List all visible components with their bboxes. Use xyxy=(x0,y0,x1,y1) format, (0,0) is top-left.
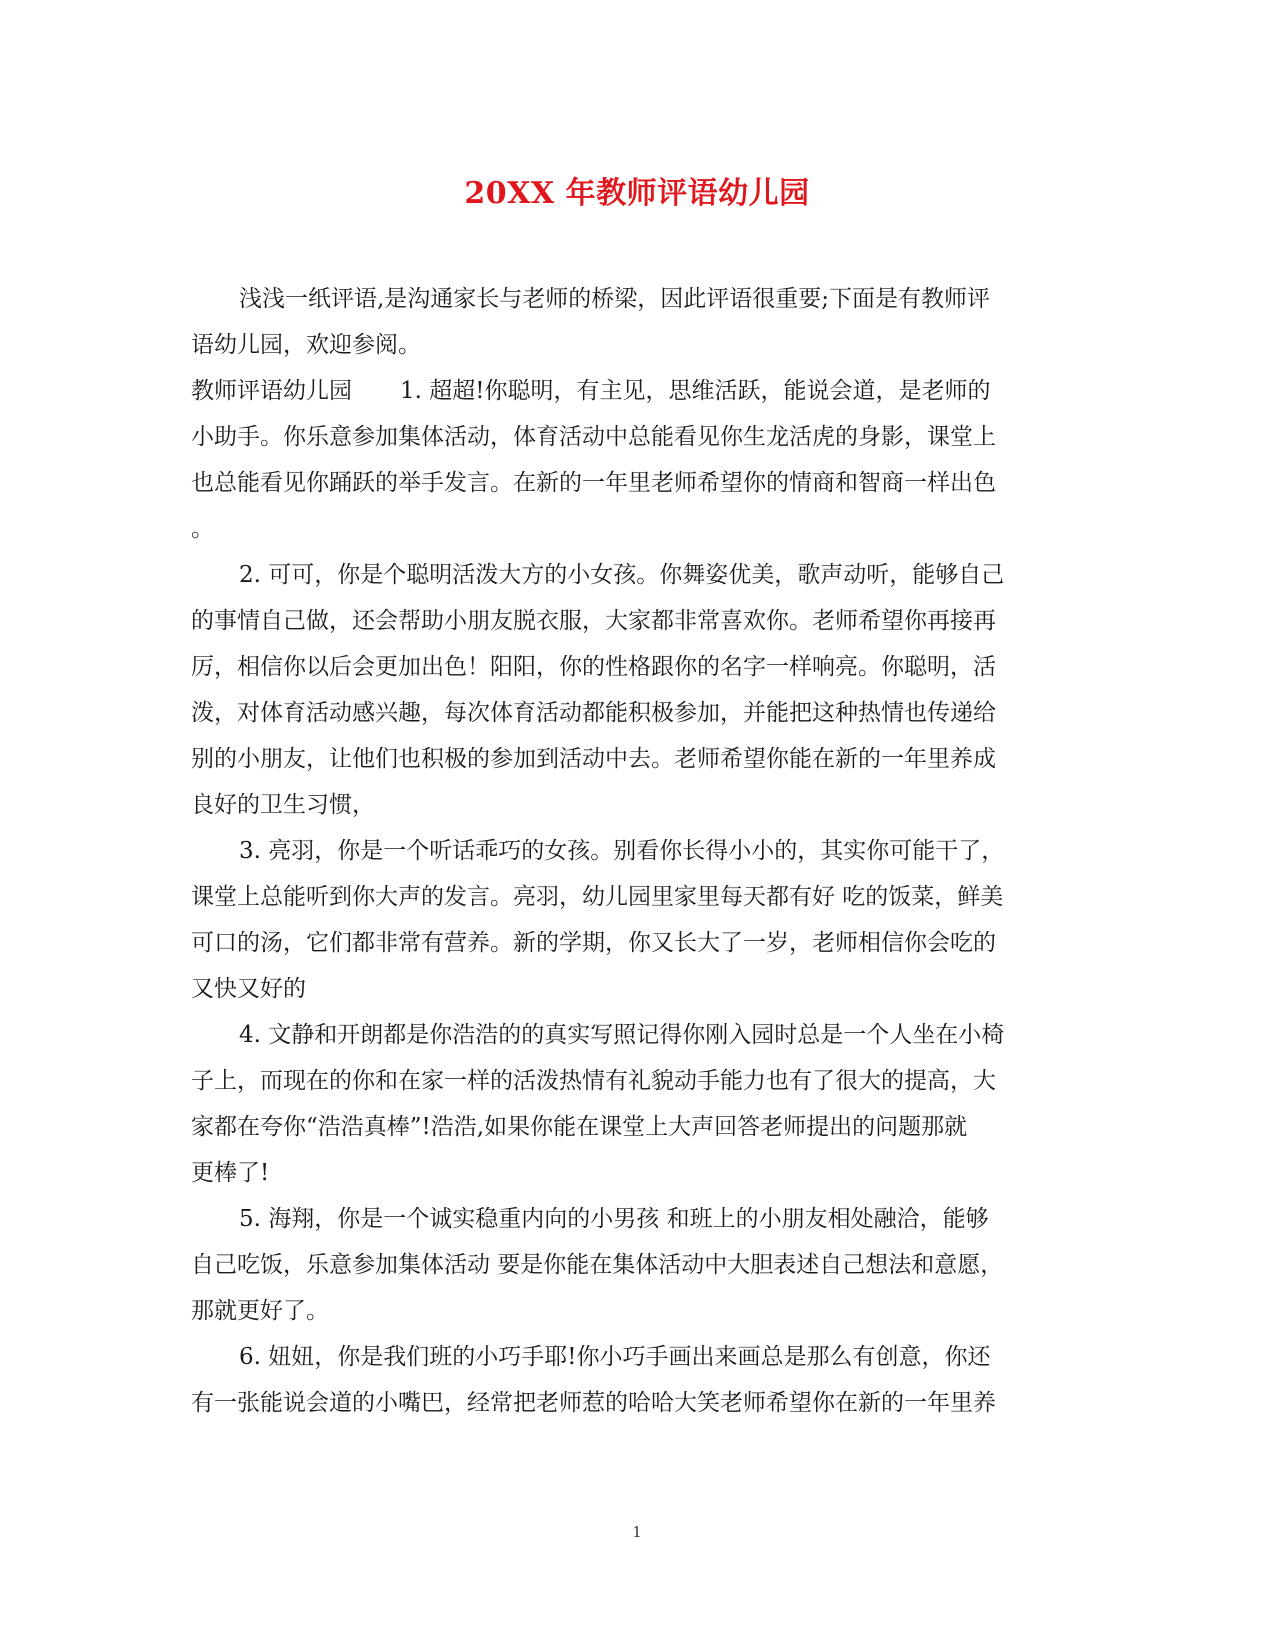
text-line: 厉，相信你以后会更加出色！阳阳，你的性格跟你的名字一样响亮。你聪明，活 xyxy=(191,654,996,680)
text-line: 自己吃饭，乐意参加集体活动 要是你能在集体活动中大胆表述自己想法和意愿， xyxy=(191,1252,1004,1278)
text-line: 也总能看见你踊跃的举手发言。在新的一年里老师希望你的情商和智商一样出色 xyxy=(191,470,996,496)
page-number: 1 xyxy=(632,1523,642,1541)
text-line xyxy=(191,368,1071,414)
section-heading: 教师评语幼儿园 xyxy=(191,378,352,404)
text-line: 那就更好了。 xyxy=(191,1298,329,1324)
text-line: 小助手。你乐意参加集体活动，体育活动中总能看见你生龙活虎的身影，课堂上 xyxy=(191,424,996,450)
text-line: 5. 海翔，你是一个诚实稳重内向的小男孩 和班上的小朋友相处融洽，能够 xyxy=(239,1206,989,1232)
text-line: 2. 可可，你是个聪明活泼大方的小女孩。你舞姿优美，歌声动听，能够自己 xyxy=(239,562,1005,588)
text-line: 语幼儿园，欢迎参阅。 xyxy=(191,332,421,358)
text-line: 6. 妞妞，你是我们班的小巧手耶!你小巧手画出来画总是那么有创意，你还 xyxy=(239,1344,991,1370)
text-line: 别的小朋友，让他们也积极的参加到活动中去。老师希望你能在新的一年里养成 xyxy=(191,746,996,772)
text-line: 良好的卫生习惯， xyxy=(191,792,375,818)
text-line: 更棒了! xyxy=(191,1160,270,1186)
text-line: 的事情自己做，还会帮助小朋友脱衣服，大家都非常喜欢你。老师希望你再接再 xyxy=(191,608,996,634)
document-title: 20XX 年教师评语幼儿园 xyxy=(464,176,810,211)
text-line-content: 1. 超超!你聪明，有主见，思维活跃，能说会道，是老师的 xyxy=(400,378,991,404)
text-line: 有一张能说会道的小嘴巴，经常把老师惹的哈哈大笑老师希望你在新的一年里养 xyxy=(191,1390,996,1416)
text-line: 家都在夸你“浩浩真棒”!浩浩,如果你能在课堂上大声回答老师提出的问题那就 xyxy=(191,1114,968,1140)
text-line: 浅浅一纸评语,是沟通家长与老师的桥梁，因此评语很重要;下面是有教师评 xyxy=(239,286,991,312)
text-line: 可口的汤，它们都非常有营养。新的学期，你又长大了一岁，老师相信你会吃的 xyxy=(191,930,996,956)
text-line: 泼，对体育活动感兴趣，每次体育活动都能积极参加，并能把这种热情也传递给 xyxy=(191,700,996,726)
document-body xyxy=(191,276,1071,1426)
text-line: 3. 亮羽，你是一个听话乖巧的女孩。别看你长得小小的，其实你可能干了， xyxy=(239,838,1005,864)
text-line: 子上，而现在的你和在家一样的活泼热情有礼貌动手能力也有了很大的提高，大 xyxy=(191,1068,996,1094)
text-line: 。 xyxy=(191,516,214,542)
text-line: 课堂上总能听到你大声的发言。亮羽，幼儿园里家里每天都有好 吃的饭菜，鲜美 xyxy=(191,884,1004,910)
text-line: 又快又好的 xyxy=(191,976,306,1002)
text-line: 4. 文静和开朗都是你浩浩的的真实写照记得你刚入园时总是一个人坐在小椅 xyxy=(239,1022,1005,1048)
